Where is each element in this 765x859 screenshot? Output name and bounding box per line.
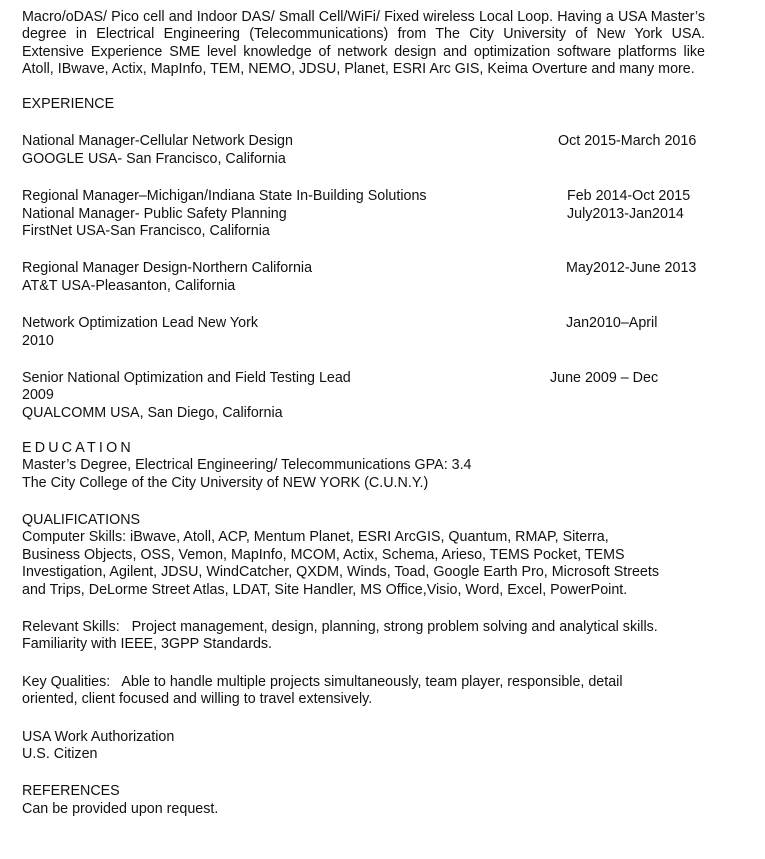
job-date: May2012-June 2013 (566, 260, 697, 277)
job-title: Senior National Optimization and Field Testing Lead (22, 370, 351, 387)
references-section (22, 783, 705, 818)
computer-skills-line: Business Objects, OSS, Vemon, MapInfo, MCOM, Actix, Schema, Arieso, TEMS Pocket, TEMS (22, 546, 625, 563)
relevant-skills-line: Familiarity with IEEE, 3GPP Standards. (22, 636, 273, 653)
computer-skills-line: and Trips, DeLorme Street Atlas, LDAT, Site Handler, MS Office,Visio, Word, Excel, PowerPoint. (22, 581, 628, 598)
computer-skills-line: Investigation, Agilent, JDSU, WindCatcher, QXDM, Winds, Toad, Google Earth Pro, Microsoft Streets (22, 564, 660, 581)
qualifications-section (22, 512, 705, 599)
job-google (22, 133, 705, 168)
job-title: Network Optimization Lead New York (22, 315, 259, 332)
relevant-skills-line: Relevant Skills: Project management, design, planning, strong problem solving and analytical skills. (22, 618, 658, 635)
authorization-heading: USA Work Authorization (22, 728, 175, 745)
resume-page (22, 9, 705, 818)
job-company: GOOGLE USA- San Francisco, California (22, 150, 286, 167)
computer-skills-line: Computer Skills: iBwave, Atoll, ACP, Mentum Planet, ESRI ArcGIS, Quantum, RMAP, Siterra, (22, 529, 609, 546)
key-qualities-line: Key Qualities: Able to handle multiple projects simultaneously, team player, responsible, detail (22, 673, 623, 690)
education-heading: EDUCATION (22, 439, 134, 456)
references-value: Can be provided upon request. (22, 800, 219, 817)
job-network-optimization (22, 315, 705, 350)
job-att (22, 260, 705, 295)
job-date-secondary: July2013-Jan2014 (567, 205, 684, 222)
key-qualities-section (22, 674, 705, 709)
qualifications-heading: QUALIFICATIONS (22, 511, 141, 528)
education-section (22, 440, 705, 492)
job-qualcomm (22, 370, 705, 422)
job-date: Feb 2014-Oct 2015 (567, 188, 691, 205)
job-title: Regional Manager–Michigan/Indiana State In-Building Solutions (22, 188, 427, 205)
job-company: FirstNet USA-San Francisco, California (22, 223, 270, 240)
relevant-skills-section (22, 619, 705, 654)
authorization-value: U.S. Citizen (22, 745, 98, 762)
job-date: Oct 2015-March 2016 (558, 133, 697, 150)
job-title: National Manager-Cellular Network Design (22, 133, 293, 150)
job-date: June 2009 – Dec (550, 370, 659, 387)
education-degree: Master’s Degree, Electrical Engineering/ Telecommunications GPA: 3.4 (22, 457, 472, 474)
job-firstnet (22, 188, 705, 240)
key-qualities-line: oriented, client focused and willing to travel extensively. (22, 691, 373, 708)
job-title: Regional Manager Design-Northern California (22, 260, 313, 277)
authorization-section (22, 729, 705, 764)
experience-heading: EXPERIENCE (22, 96, 115, 113)
job-company: AT&T USA-Pleasanton, California (22, 277, 236, 294)
references-heading: REFERENCES (22, 783, 120, 800)
job-company: QUALCOMM USA, San Diego, California (22, 404, 283, 421)
education-school: The City College of the City University of NEW YORK (C.U.N.Y.) (22, 474, 429, 491)
job-date: Jan2010–April (566, 315, 658, 332)
job-date-continuation: 2010 (22, 332, 54, 349)
intro-paragraph: Macro/oDAS/ Pico cell and Indoor DAS/ Small Cell/WiFi/ Fixed wireless Local Loop. Having a USA Master’s degree in Electrical Engineering (Telecommunications) from The City University of New York USA. Extensive Experience SME level knowledge of network design and optimization software platforms like Atoll, IBwave, Actix, MapInfo, TEM, NEMO, JDSU, Planet, ESRI Arc GIS, Keima Overture and many more. (22, 9, 705, 78)
job-date-continuation: 2009 (22, 387, 54, 404)
job-title-secondary: National Manager- Public Safety Planning (22, 205, 287, 222)
